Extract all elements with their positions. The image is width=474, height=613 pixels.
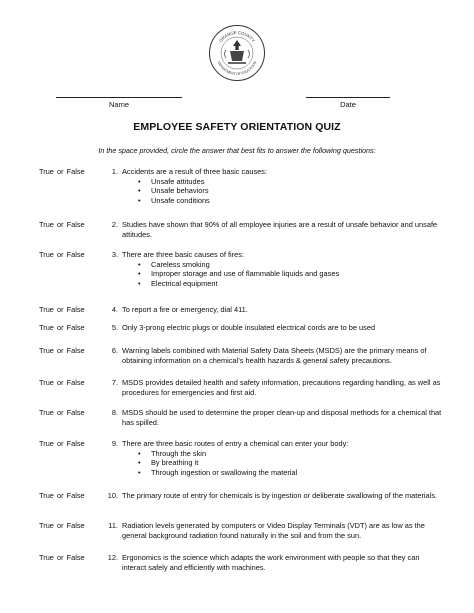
bullet-item: • Electrical equipment <box>151 279 442 289</box>
question-text: There are three basic causes of fires: <box>122 250 245 259</box>
question-text: Only 3-prong electric plugs or double insulated electrical cords are to be used <box>122 323 376 332</box>
instructions: In the space provided, circle the answer that best fits to answer the following questions: <box>98 146 376 155</box>
question-number: 8. <box>111 408 118 417</box>
bullet-item: • Unsafe conditions <box>151 196 442 206</box>
question-text: The primary route of entry for chemicals is by ingestion or deliberate swallowing of the materials. <box>122 491 438 500</box>
question-text: Accidents are a result of three basic causes: <box>122 167 268 176</box>
question-body <box>122 167 442 205</box>
question-body <box>122 491 442 501</box>
question-number: 9. <box>111 439 118 448</box>
bullet-item: • Unsafe attitudes <box>151 177 442 187</box>
true-false-choice[interactable]: True or False <box>39 553 85 562</box>
true-false-choice[interactable]: True or False <box>39 491 85 500</box>
bullet-item: • Through the skin <box>151 449 442 459</box>
question-body <box>122 521 442 540</box>
true-false-choice[interactable]: True or False <box>39 167 85 176</box>
bullet-list <box>122 260 442 289</box>
bullet-list <box>122 177 442 206</box>
true-false-choice[interactable]: True or False <box>39 323 85 332</box>
true-false-choice[interactable]: True or False <box>39 408 85 417</box>
true-false-choice[interactable]: True or False <box>39 346 85 355</box>
question-body <box>122 323 442 333</box>
question-number: 11. <box>108 521 118 530</box>
question-number: 12. <box>107 553 118 562</box>
name-line <box>56 97 182 98</box>
question-number: 3. <box>111 250 118 259</box>
name-label: Name <box>108 100 129 109</box>
question-text: Radiation levels generated by computers or Video Display Terminals (VDT) are as low as the general background radiation found naturally in the soil and from the sun. <box>122 521 425 540</box>
svg-text:ORANGE COUNTY: ORANGE COUNTY <box>218 29 257 44</box>
question-body <box>122 250 442 288</box>
date-field[interactable] <box>306 97 390 109</box>
county-seal-logo <box>208 24 266 82</box>
true-false-choice[interactable]: True or False <box>39 220 85 229</box>
question-body <box>122 408 442 427</box>
true-false-choice[interactable]: True or False <box>39 378 85 387</box>
question-text: MSDS should be used to determine the proper clean-up and disposal methods for a chemical that has spilled. <box>122 408 442 427</box>
quiz-title: EMPLOYEE SAFETY ORIENTATION QUIZ <box>133 121 341 133</box>
question-number: 5. <box>111 323 118 332</box>
question-number: 4. <box>111 305 118 314</box>
question-body <box>122 439 442 477</box>
date-line <box>306 97 390 98</box>
date-label: Date <box>340 100 356 109</box>
bullet-item: • Through ingestion or swallowing the material <box>151 468 442 478</box>
bullet-item: • Careless smoking <box>151 260 442 270</box>
question-number: 1. <box>111 167 118 176</box>
true-false-choice[interactable]: True or False <box>39 250 85 259</box>
question-body <box>122 220 442 239</box>
question-text: MSDS provides detailed health and safety information, precautions regarding handling, as well as procedures for emergencies and first aid. <box>122 378 441 397</box>
question-number: 6. <box>111 346 118 355</box>
question-number: 10. <box>107 491 118 500</box>
bullet-item: • By breathing it <box>151 458 442 468</box>
question-body <box>122 346 442 365</box>
question-body <box>122 378 442 397</box>
bullet-item: • Improper storage and use of flammable liquids and gases <box>151 269 442 279</box>
bullet-item: • Unsafe behaviors <box>151 186 442 196</box>
question-text: Ergonomics is the science which adapts the work environment with people so that they can interact safely and efficiently with machines. <box>122 553 420 572</box>
question-text: There are three basic routes of entry a chemical can enter your body: <box>122 439 349 448</box>
question-text: To report a fire or emergency, dial 411. <box>122 305 248 314</box>
question-body <box>122 305 442 315</box>
bullet-list <box>122 449 442 478</box>
question-text: Warning labels combined with Material Safety Data Sheets (MSDS) are the primary means of obtaining information on a chemical’s health hazards & general safety precautions. <box>122 346 427 365</box>
question-number: 2. <box>111 220 118 229</box>
true-false-choice[interactable]: True or False <box>39 521 85 530</box>
question-body <box>122 553 442 572</box>
svg-text:DEPARTMENT OF EDUCATION: DEPARTMENT OF EDUCATION <box>216 60 258 77</box>
question-text: Studies have shown that 90% of all employee injuries are a result of unsafe behavior and unsafe attitudes. <box>122 220 438 239</box>
true-false-choice[interactable]: True or False <box>39 439 85 448</box>
true-false-choice[interactable]: True or False <box>39 305 85 314</box>
question-number: 7. <box>111 378 118 387</box>
name-field[interactable] <box>56 97 182 109</box>
